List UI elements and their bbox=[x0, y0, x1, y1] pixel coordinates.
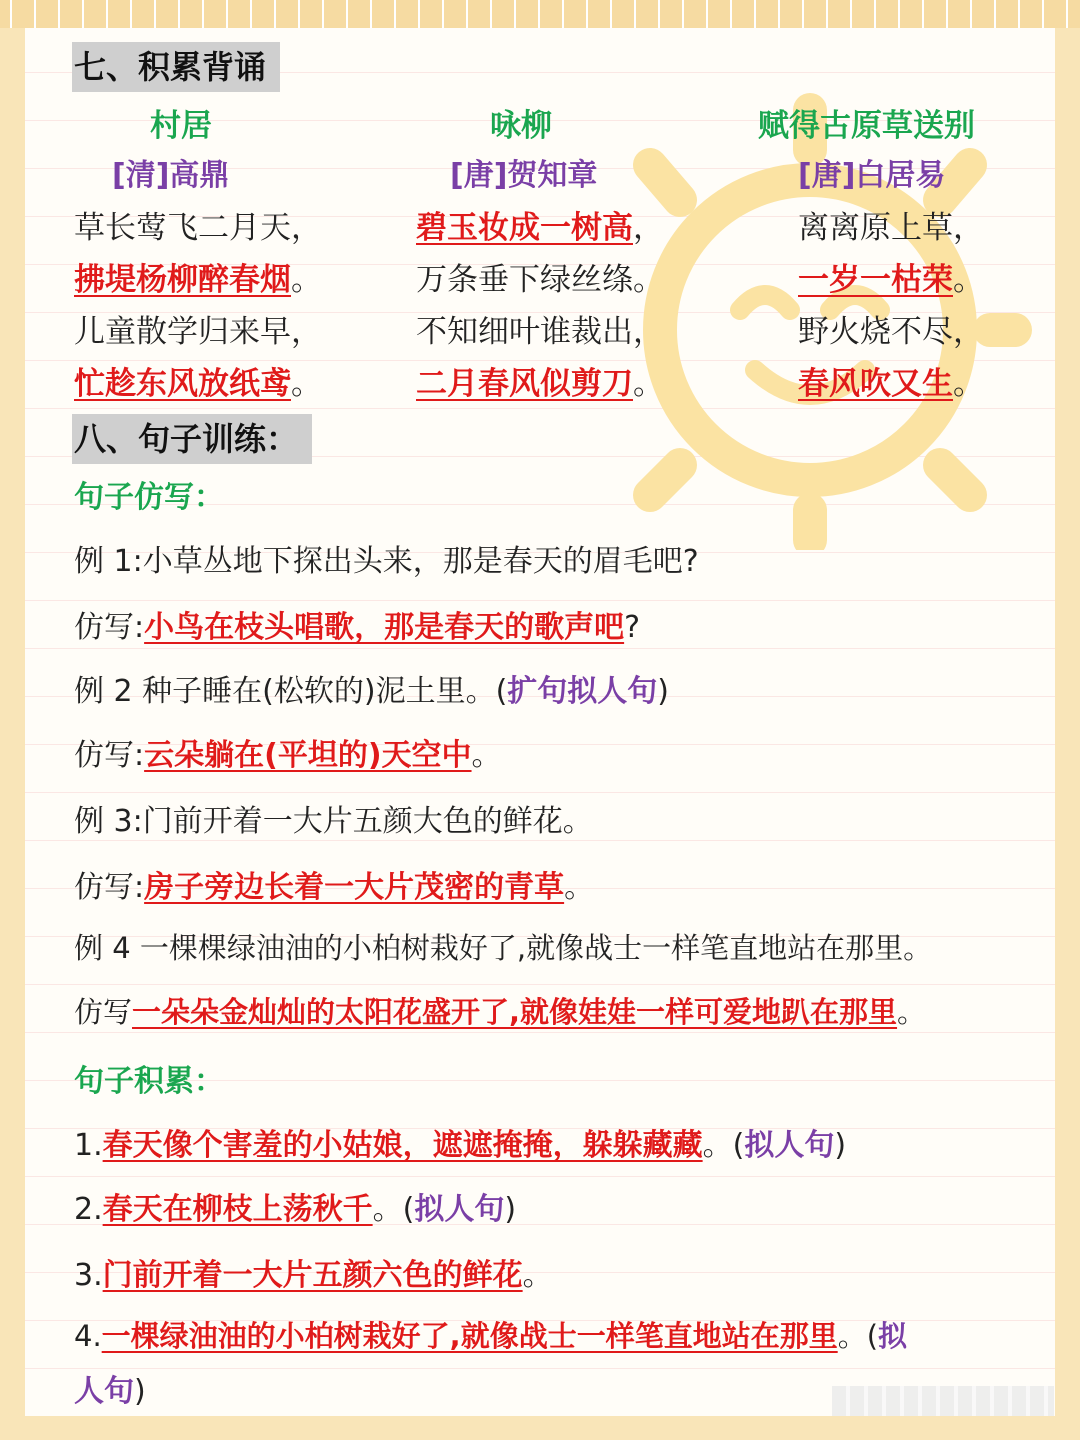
poem-3-line-3: 野火烧不尽， bbox=[798, 314, 984, 350]
poem-2-line-3: 不知细叶谁裁出， bbox=[416, 314, 664, 350]
accum-item-4: 4.一棵绿油油的小柏树栽好了,就像战士一样笔直地站在那里。(拟 bbox=[74, 1319, 908, 1353]
top-border bbox=[0, 0, 1080, 28]
poem-2-line-4: 二月春风似剪刀。 bbox=[416, 366, 664, 402]
accum-item-2: 2.春天在柳枝上荡秋千。(拟人句) bbox=[74, 1192, 517, 1227]
poem-1-line-3: 儿童散学归来早， bbox=[74, 314, 322, 350]
answer-2: 仿写:云朵躺在(平坦的)天空中。 bbox=[74, 738, 502, 773]
poem-1-author: [清]高鼎 bbox=[112, 158, 230, 193]
example-4: 例 4 一棵棵绿油油的小柏树栽好了,就像战士一样笔直地站在那里。 bbox=[74, 931, 933, 965]
imitation-heading: 句子仿写： bbox=[74, 480, 224, 515]
accumulation-heading: 句子积累： bbox=[74, 1064, 224, 1099]
poem-2-line-1: 碧玉妆成一树高， bbox=[416, 210, 664, 246]
poem-1-line-4: 忙趁东风放纸鸢。 bbox=[74, 366, 322, 402]
poem-1-line-2: 拂堤杨柳醉春烟。 bbox=[74, 262, 322, 298]
poem-3-line-2: 一岁一枯荣。 bbox=[798, 262, 984, 298]
example-2: 例 2 种子睡在(松软的)泥土里。(扩句拟人句) bbox=[74, 674, 669, 709]
accum-item-4-continued: 人句) bbox=[74, 1374, 146, 1409]
watermark bbox=[832, 1386, 1054, 1416]
answer-4: 仿写一朵朵金灿灿的太阳花盛开了,就像娃娃一样可爱地趴在那里。 bbox=[74, 995, 927, 1029]
section-7-title: 七、积累背诵 bbox=[72, 42, 280, 92]
section-8-title: 八、句子训练： bbox=[72, 414, 312, 464]
answer-1: 仿写:小鸟在枝头唱歌，那是春天的歌声吧? bbox=[74, 610, 641, 645]
poem-3-line-4: 春风吹又生。 bbox=[798, 366, 984, 402]
poem-3-author: [唐]白居易 bbox=[798, 158, 946, 193]
example-3: 例 3:门前开着一大片五颜大色的鲜花。 bbox=[74, 804, 593, 839]
example-1: 例 1:小草丛地下探出头来，那是春天的眉毛吧? bbox=[74, 544, 699, 579]
poem-1-line-1: 草长莺飞二月天， bbox=[74, 210, 322, 246]
poem-3-line-1: 离离原上草， bbox=[798, 210, 984, 246]
answer-3: 仿写:房子旁边长着一大片茂密的青草。 bbox=[74, 870, 595, 905]
accum-item-3: 3.门前开着一大片五颜六色的鲜花。 bbox=[74, 1258, 553, 1293]
poem-1-title: 村居 bbox=[150, 108, 212, 144]
poem-3-title: 赋得古原草送别 bbox=[758, 108, 975, 144]
accum-item-1: 1.春天像个害羞的小姑娘，遮遮掩掩，躲躲藏藏。(拟人句) bbox=[74, 1128, 847, 1163]
poem-2-title: 咏柳 bbox=[490, 108, 552, 144]
poem-2-line-2: 万条垂下绿丝绦。 bbox=[416, 262, 664, 298]
poem-2-author: [唐]贺知章 bbox=[450, 158, 598, 193]
